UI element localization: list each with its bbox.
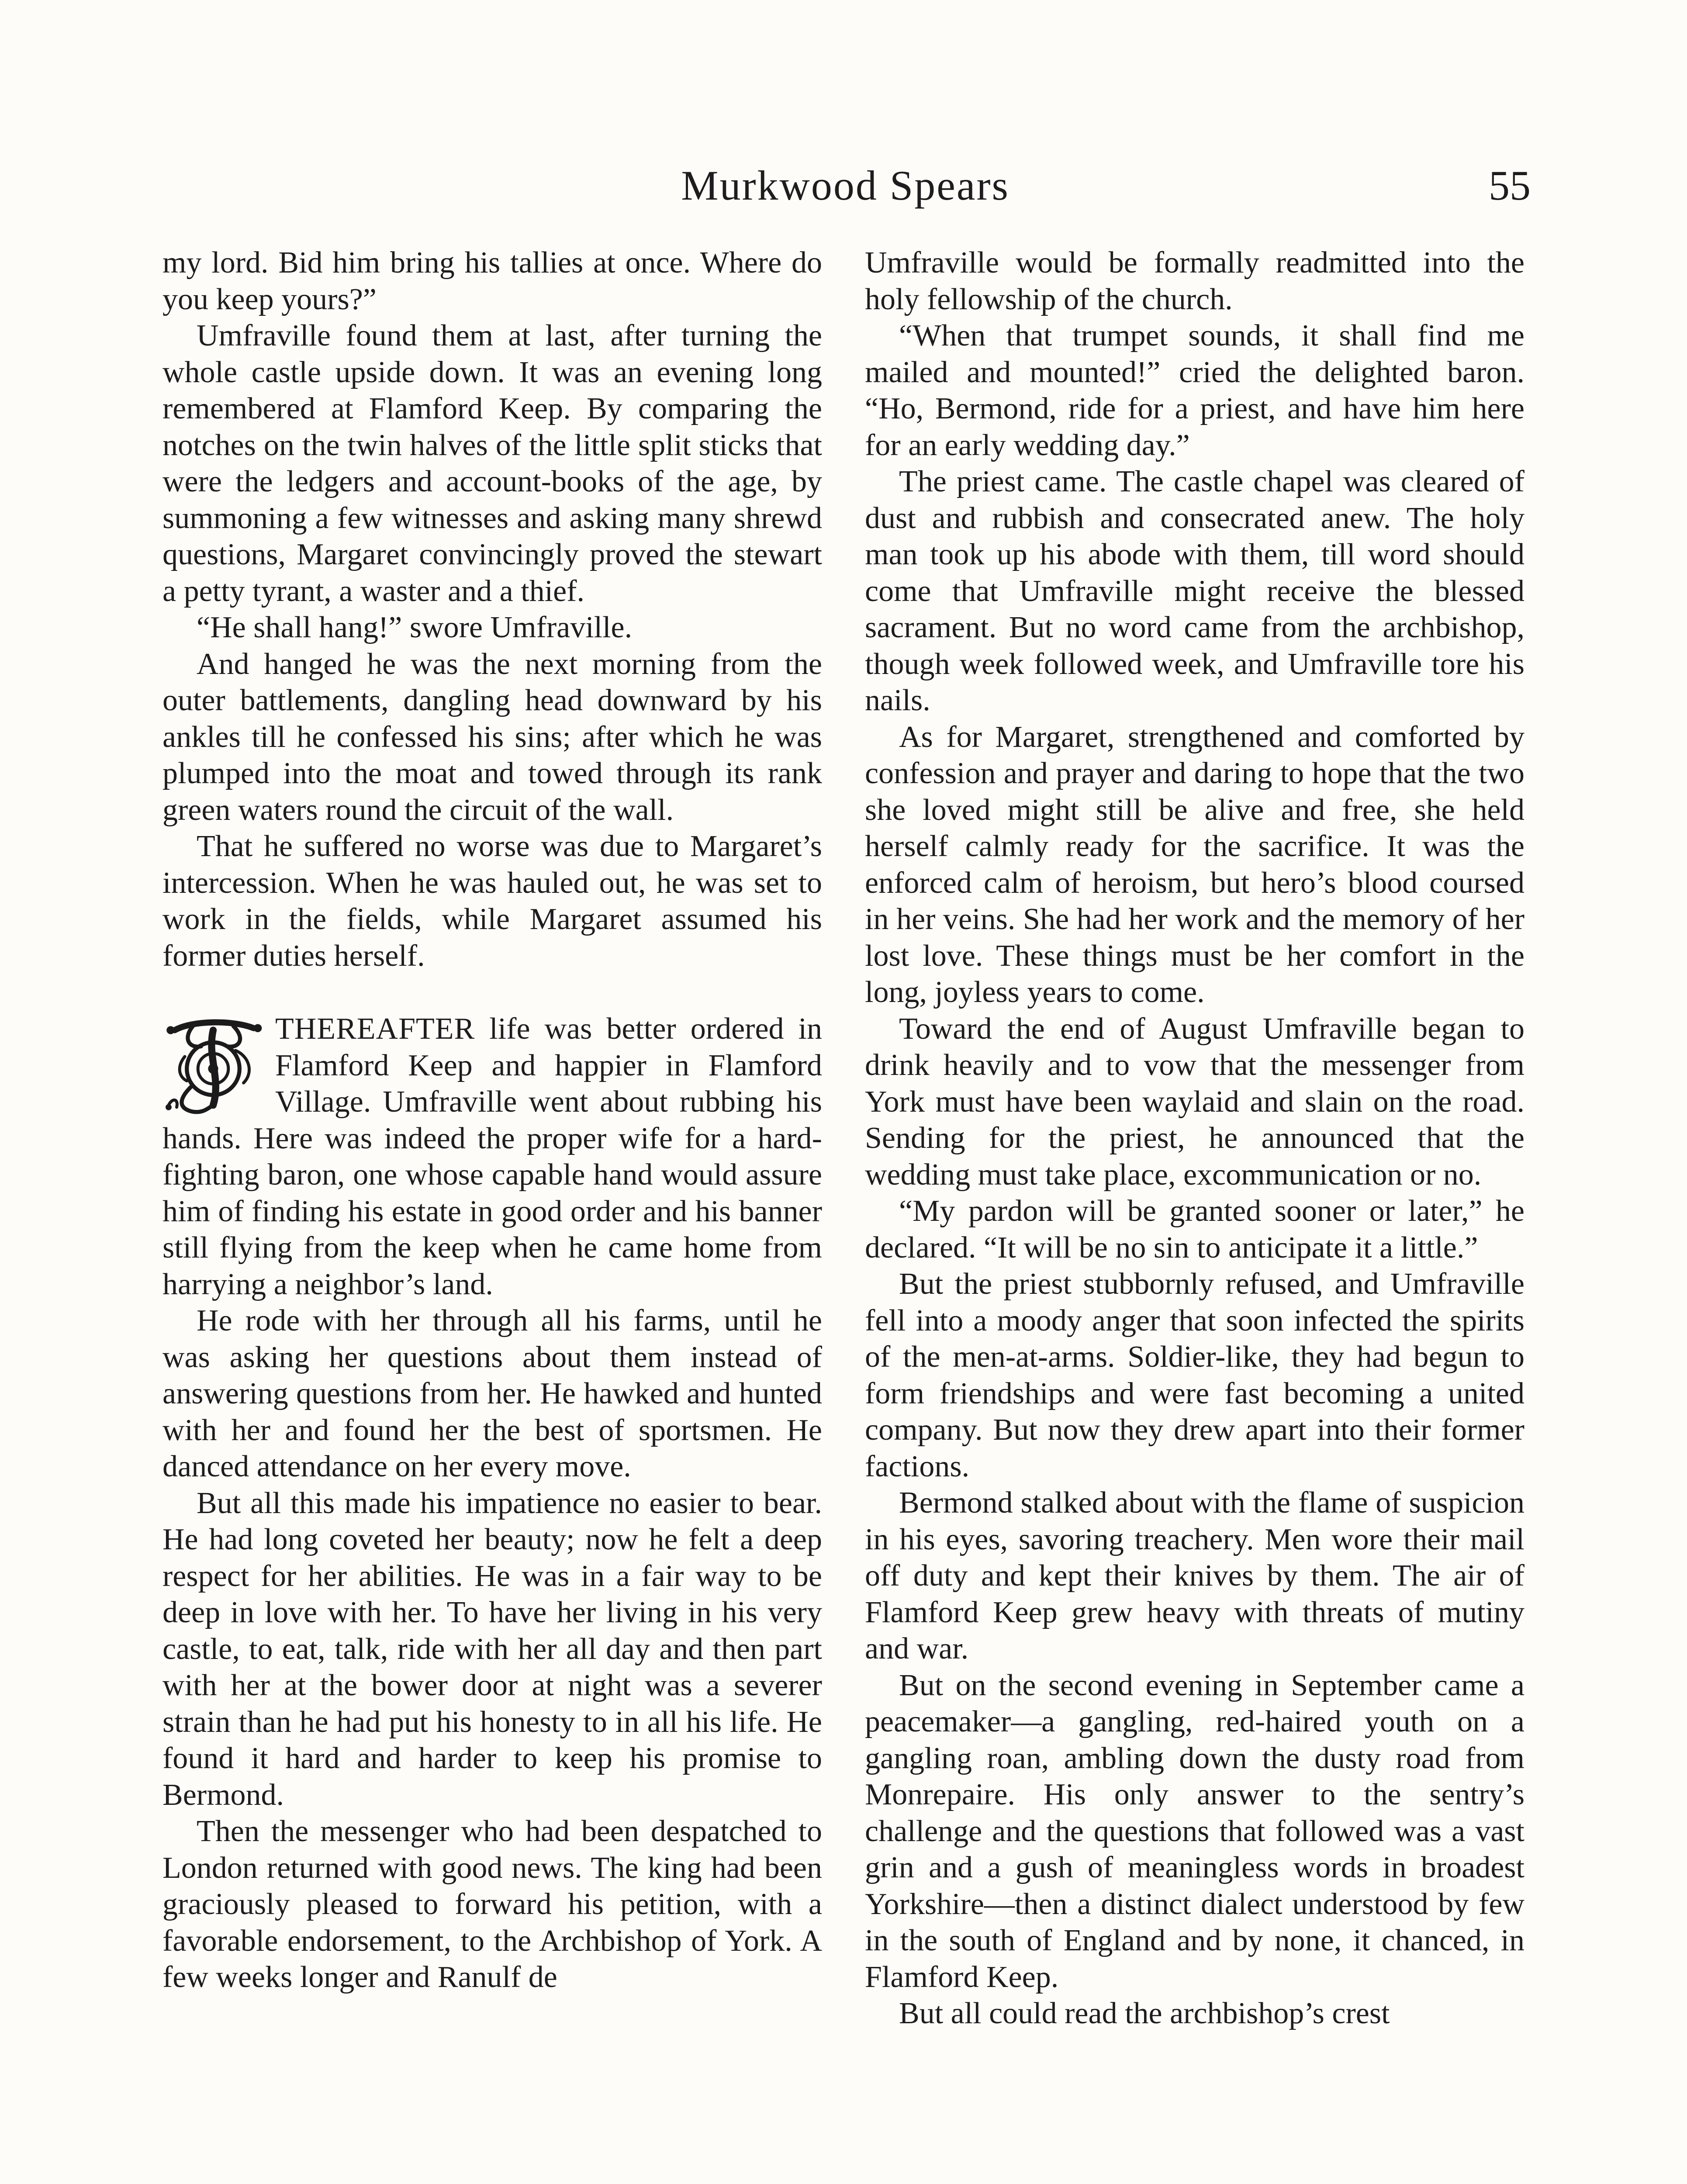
paragraph: But all could read the archbishop’s crest (899, 1997, 1390, 2030)
paragraph: Umfraville found them at last, after turning the whole castle upside down. It was an evening long remembered at Flamford Keep. By comparing the notches on the twin halves of the little split sticks that were the ledgers and account-books of the age, by summoning a few witnesses and asking many shrewd questions, Margaret convincingly proved the stewart a petty tyrant, a waster and a thief. (162, 319, 822, 608)
page-header (160, 157, 1531, 214)
left-column (162, 245, 822, 2184)
paragraph: The priest came. The castle chapel was cleared of dust and rubbish and consecrated anew. The holy man took up his abode with them, till word should come that Umfraville might receive the blessed sacrament. But no word came from the archbishop, though week followed week, and Umfraville tore his nails. (865, 465, 1525, 717)
page-number: 55 (1489, 162, 1531, 209)
running-title: Murkwood Spears (681, 162, 1009, 209)
section-lead-word: THEREAFTER (275, 1012, 475, 1046)
section-opening-paragraph (162, 1011, 822, 1303)
right-column (865, 245, 1525, 2184)
paragraph: my lord. Bid him bring his tallies at once. Where do you keep yours?” (162, 246, 822, 316)
paragraph: As for Margaret, strengthened and comforted by confession and prayer and daring to hope that the two she loved might still be alive and free, she held herself calmly ready for the sacrifice. It was the enforced calm of heroism, but hero’s blood coursed in her veins. She had her work and the memory of her lost love. These things must be her comfort in the long, joyless years to come. (865, 720, 1525, 1009)
paragraph: That he suffered no worse was due to Margaret’s intercession. When he was hauled out, he was set to work in the fields, while Margaret assumed his former duties herself. (162, 829, 822, 973)
section-paragraph-text: life was better ordered in Flamford Keep and happier in Flamford Village. Umfraville went about rubbing his hands. Here was indeed the proper wife for a hard-fighting baron, one whose capable hand would assure him of finding his estate in good order and his banner still flying from the keep when he came home from harrying a neighbor’s land. (162, 1012, 822, 1301)
paragraph: But all this made his impatience no easier to bear. He had long coveted her beauty; now he felt a deep respect for her abilities. He was in a fair way to be deep in love with her. To have her living in his very castle, to eat, talk, ride with her all day and then part with her at the bower door at night was a severer strain than he had put his honesty to in all his life. He found it hard and harder to keep his promise to Bermond. (162, 1486, 822, 1812)
paragraph: And hanged he was the next morning from the outer battlements, dangling head downward by his ankles till he confessed his sins; after which he was plumped into the moat and towed through its rank green waters round the circuit of the wall. (162, 647, 822, 827)
paragraph: But the priest stubbornly refused, and Umfraville fell into a moody anger that soon infected the spirits of the men-at-arms. Soldier-like, they had begun to form friendships and were fast becoming a united company. But now they drew apart into their former factions. (865, 1267, 1525, 1483)
paragraph: “He shall hang!” swore Umfraville. (197, 611, 633, 644)
paragraph: Then the messenger who had been despatched to London returned with good news. The king had been graciously pleased to forward his petition, with a favorable endorsement, to the Archbishop of York. A few weeks longer and Ranulf de (162, 1814, 822, 1994)
ornate-initial-t-icon (162, 1014, 264, 1119)
paragraph: Bermond stalked about with the flame of suspicion in his eyes, savoring treachery. Men wore their mail off duty and kept their knives by them. The air of Flamford Keep grew heavy with threats of mutiny and war. (865, 1486, 1525, 1666)
paragraph: Umfraville would be formally readmitted into the holy fellowship of the church. (865, 246, 1525, 316)
paragraph: “My pardon will be granted sooner or later,” he declared. “It will be no sin to anticipate it a little.” (865, 1194, 1525, 1265)
paragraph: Toward the end of August Umfraville began to drink heavily and to vow that the messenger from York must have been waylaid and slain on the road. Sending for the priest, he announced that the wedding must take place, excommunication or no. (865, 1012, 1525, 1192)
paragraph: “When that trumpet sounds, it shall find me mailed and mounted!” cried the delighted baron. “Ho, Bermond, ride for a priest, and have him here for an early wedding day.” (865, 319, 1525, 462)
paragraph: He rode with her through all his farms, until he was asking her questions about them instead of answering questions from her. He hawked and hunted with her and found her the best of sportsmen. He danced attendance on her every move. (162, 1304, 822, 1483)
paragraph: But on the second evening in September came a peacemaker—a gangling, red-haired youth on a gangling roan, ambling down the dusty road from Monrepaire. His only answer to the sentry’s challenge and the questions that followed was a vast grin and a gush of meaningless words in broadest Yorkshire—then a distinct dialect understood by few in the south of England and by none, it chanced, in Flamford Keep. (865, 1668, 1525, 1994)
